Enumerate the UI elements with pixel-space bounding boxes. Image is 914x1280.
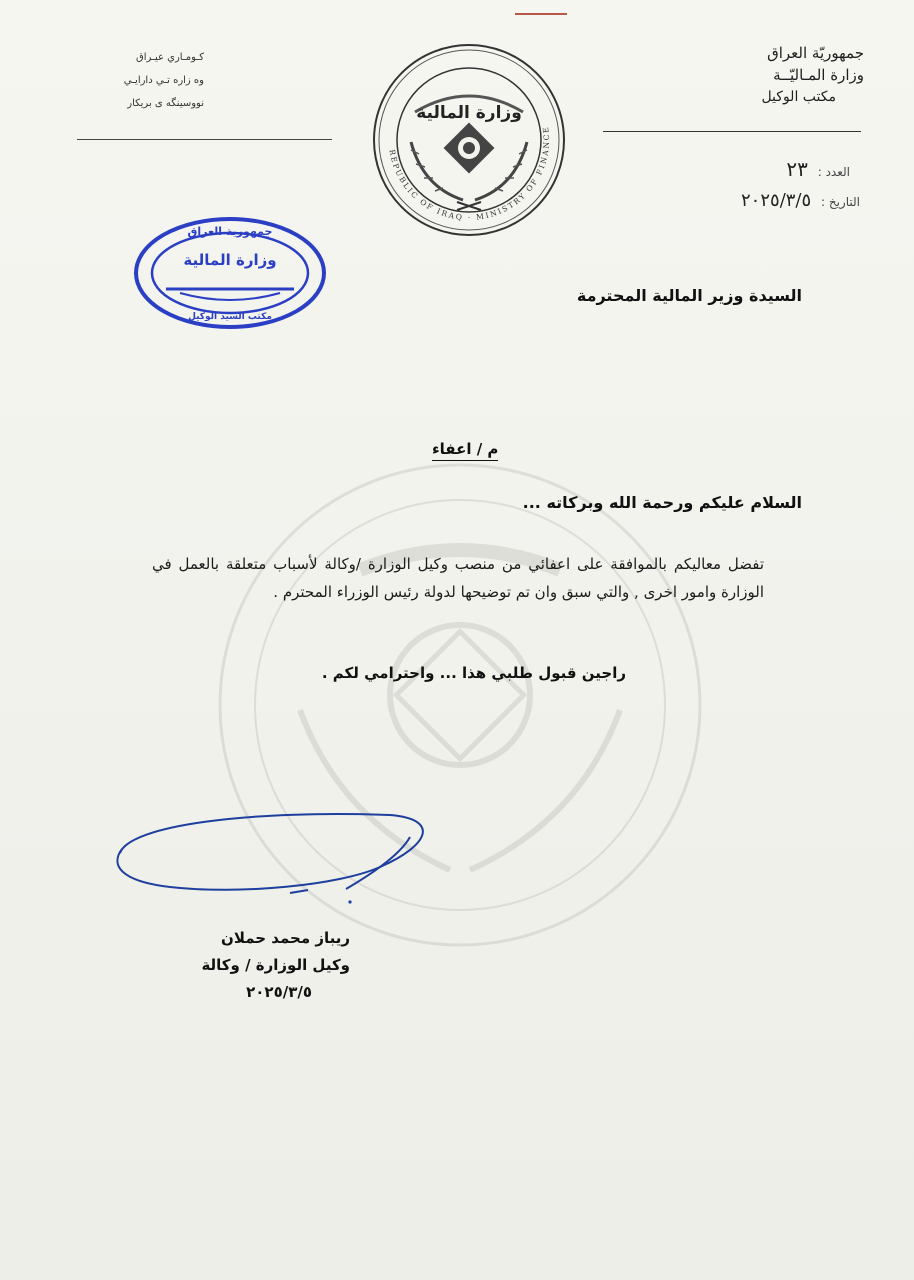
reference-number-label: العدد : [817,165,850,179]
emblem-ring-text: REPUBLIC OF IRAQ · MINISTRY OF FINANCE [387,124,552,223]
addressee-line: السيدة وزير المالية المحترمة [576,286,802,305]
subject-line: م / اعفاء [432,440,498,461]
top-edge-mark [515,13,567,15]
signatory-date: ٢٠٢٥/٣/٥ [246,983,312,1001]
handwritten-signature [110,805,440,910]
kurdish-header-office: نووسينگه ی بريكار [127,98,204,109]
reference-number-value: ٢٣ [786,157,808,181]
reference-number-row [786,157,850,181]
header-divider-left [77,139,332,140]
kurdish-header-ministry: وه زاره تـي دارايـي [123,75,204,86]
header-divider-right [603,131,861,132]
emblem-center-text: وزارة المالية [416,103,522,123]
signatory-name: ريباز محمد حملان [221,929,350,947]
letter-body-paragraph: تفضل معاليكم بالموافقة على اعفائي من منصب وكيل الوزارة /وكالة لأسباب متعلقة بالعمل في الوزارة وامور اخرى , والتي سبق وان تم توضيحها لدولة رئيس الوزراء المحترم . [152,555,764,601]
ministry-header [664,42,864,108]
stamp-bottom-text: مكتب السيد الوكيل [188,312,272,322]
header-office: مكتب الوكيل [761,89,836,105]
stamp-top-text: جمهورية العراق [187,225,273,238]
header-country: جمهوريّة العراق [767,44,864,62]
kurdish-header-country: كـومـاري عيـراق [136,52,204,63]
stamp-center-text: وزارة المالية [183,251,277,269]
reference-date-row [741,190,860,211]
closing-line: راجين قبول طلبي هذا ... واحترامي لكم . [321,664,626,682]
reference-date-value: ٢٠٢٥/٣/٥ [741,190,812,211]
kurdish-header [80,46,204,115]
signatory-block [160,925,350,1006]
signatory-title: وكيل الوزارة / وكالة [201,956,350,974]
header-ministry: وزارة المـاليّــة [773,66,864,84]
reference-date-label: التاريخ : [820,195,860,209]
greeting-line: السلام عليكم ورحمة الله وبركاته ... [522,493,802,512]
office-stamp-icon [132,215,328,331]
ministry-emblem-icon [371,42,567,238]
